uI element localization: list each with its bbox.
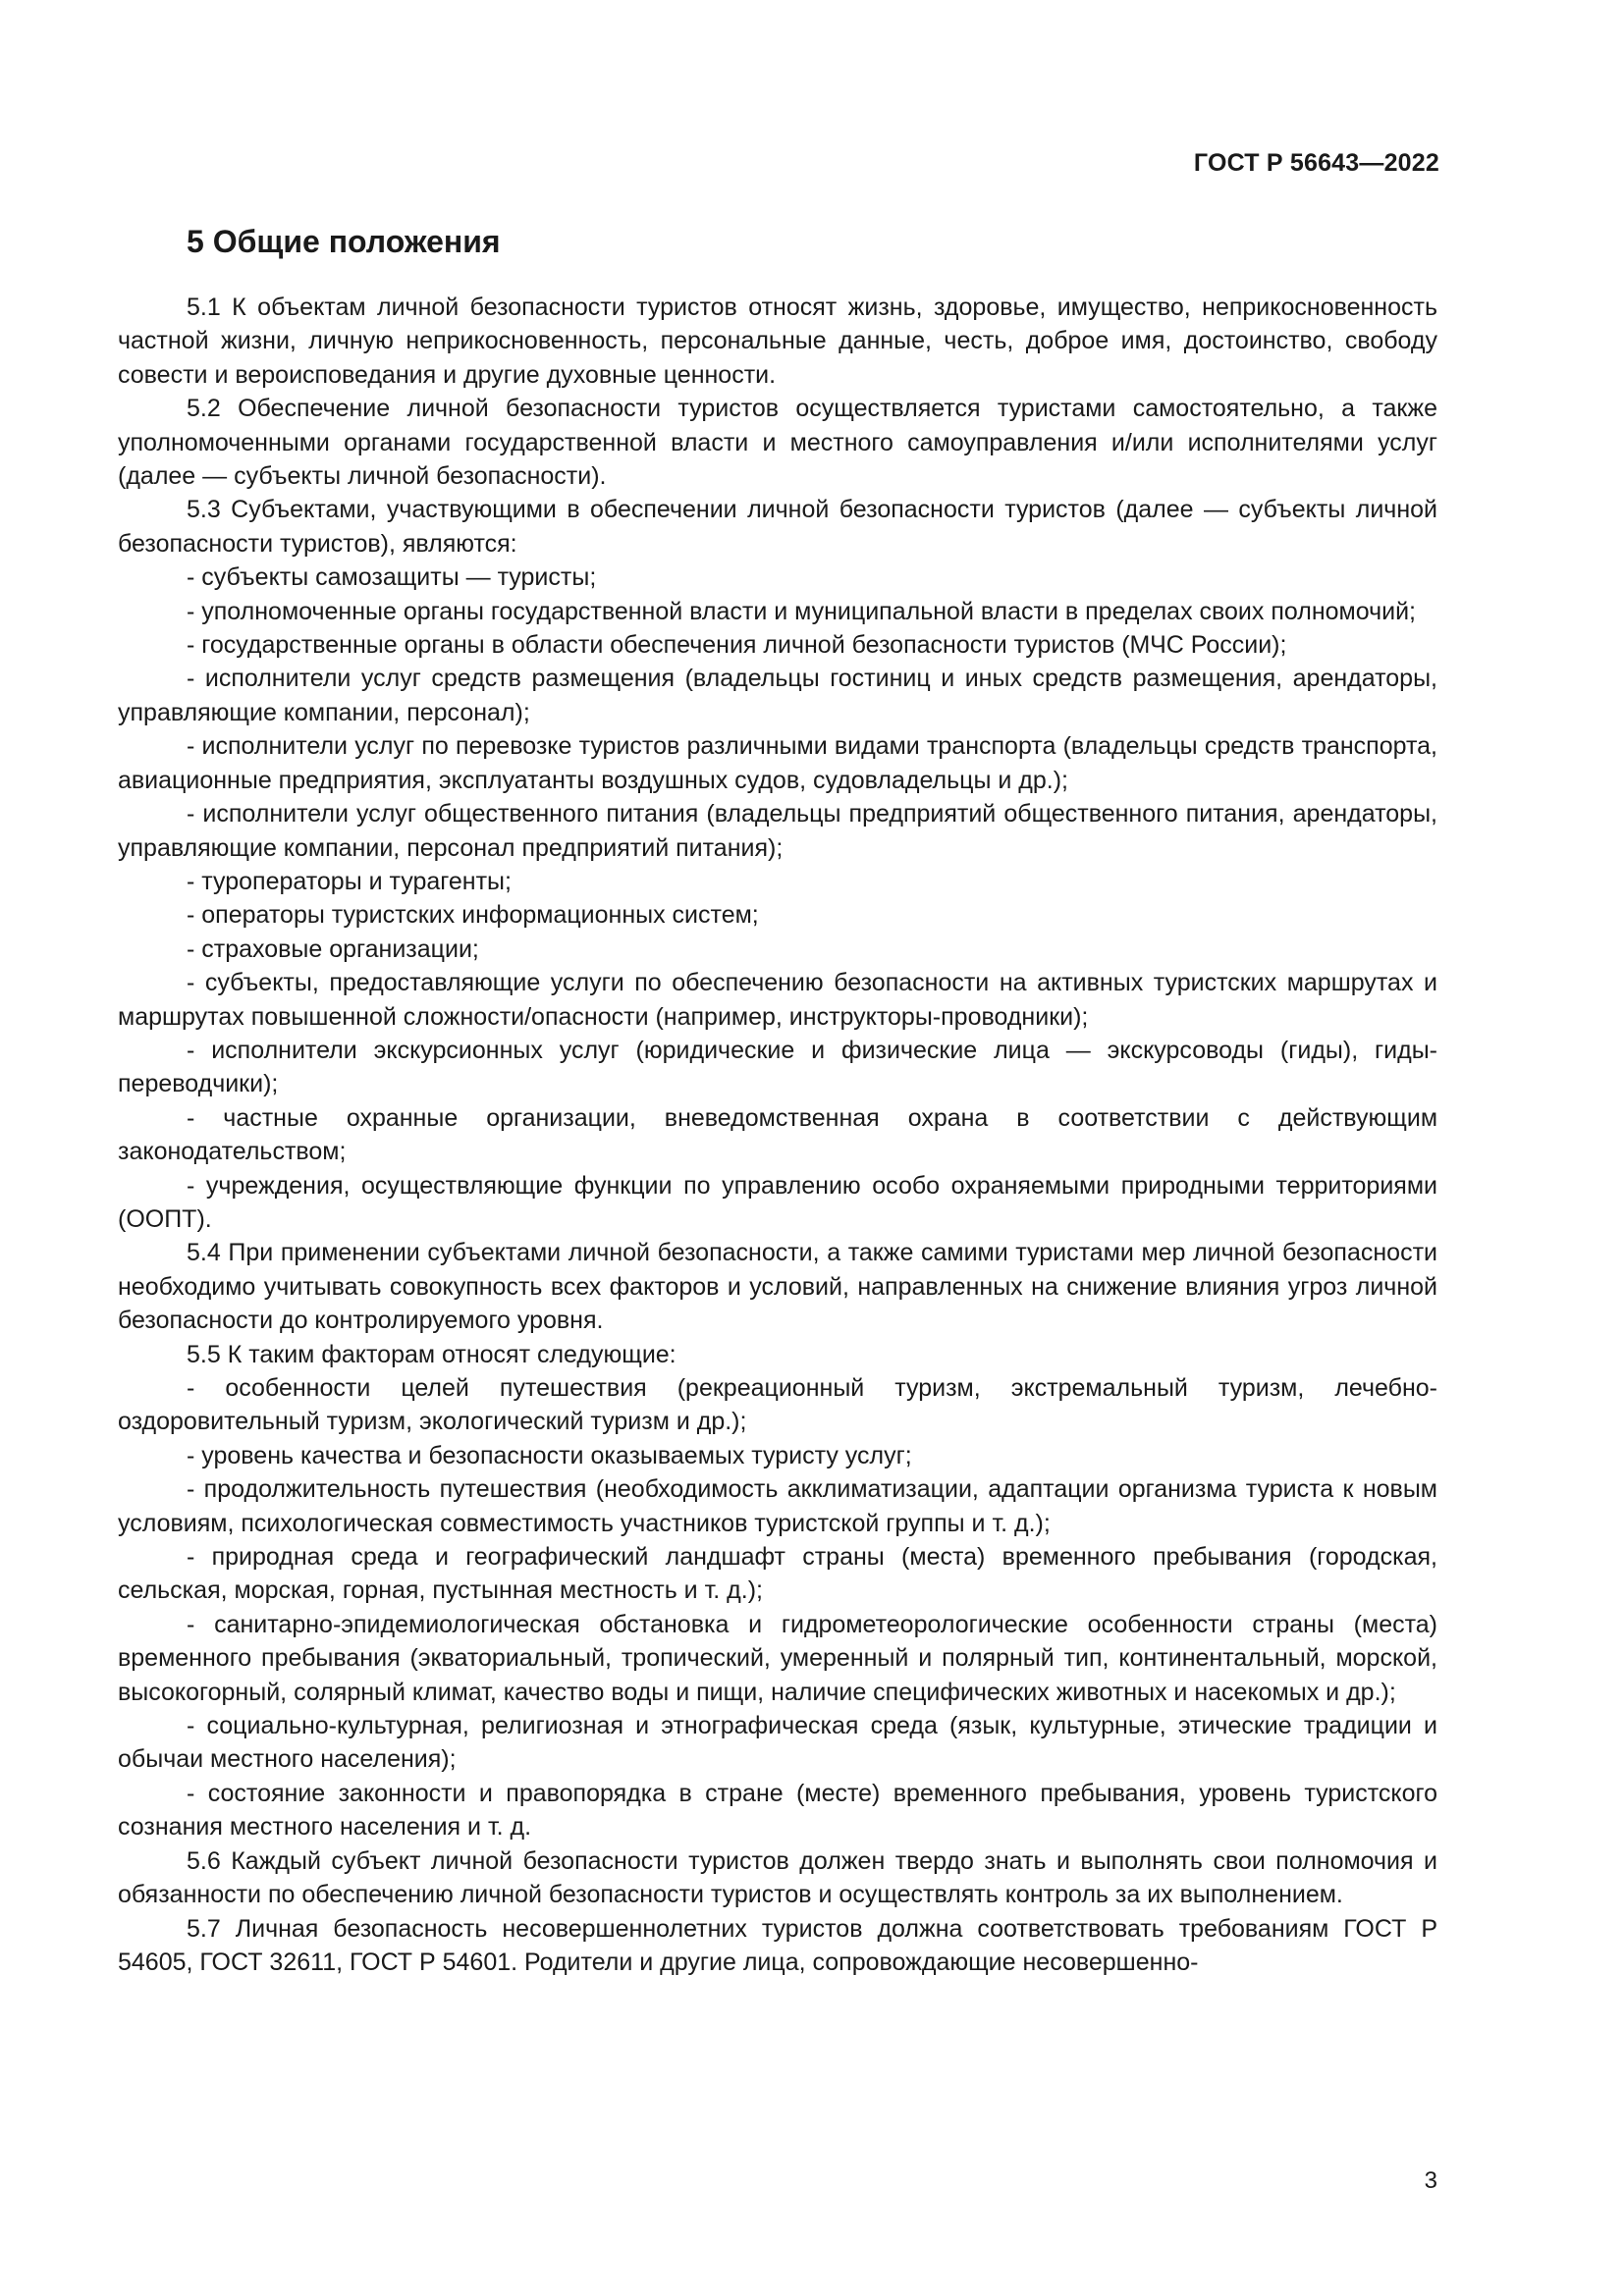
paragraph-5-7: 5.7 Личная безопасность несовершеннолетних туристов должна соответствовать требованиям ГОСТ Р 54605, ГОСТ 32611, ГОСТ Р 54601. Родители и другие лица, сопровождающие несовершенно- [118, 1914, 1437, 1976]
list-item: - исполнители услуг общественного питания (владельцы предприятий общественного питания, арендаторы, управляющие компании, персонал предприятий питания); [118, 800, 1437, 862]
page-number: 3 [1424, 2167, 1437, 2194]
list-item: - туроператоры и турагенты; [187, 867, 512, 895]
paragraph-5-4: 5.4 При применении субъектами личной безопасности, а также самими туристами мер личной безопасности необходимо учитывать совокупность всех факторов и условий, направленных на снижение влияния угроз личной безопасности до контролируемого уровня. [118, 1239, 1437, 1335]
list-item: - природная среда и географический ландшафт страны (места) временного пребывания (городская, сельская, морская, горная, пустынная местность и т. д.); [118, 1543, 1437, 1605]
list-item: - уполномоченные органы государственной власти и муниципальной власти в пределах своих полномочий; [187, 597, 1416, 625]
section-body [118, 291, 1437, 1979]
list-item: - особенности целей путешествия (рекреационный туризм, экстремальный туризм, лечебно-оздоровительный туризм, экологический туризм и др.); [118, 1374, 1437, 1436]
paragraph-5-3: 5.3 Субъектами, участвующими в обеспечении личной безопасности туристов (далее — субъекты личной безопасности туристов), являются: [118, 496, 1437, 558]
list-item: - учреждения, осуществляющие функции по управлению особо охраняемыми природными территориями (ООПТ). [118, 1171, 1437, 1233]
list-item: - исполнители услуг по перевозке туристов различными видами транспорта (владельцы средств транспорта, авиационные предприятия, эксплуатанты воздушных судов, судовладельцы и др.); [118, 732, 1437, 794]
paragraph-5-2: 5.2 Обеспечение личной безопасности туристов осуществляется туристами самостоятельно, а также уполномоченными органами государственной власти и местного самоуправления и/или исполнителями услуг (далее — субъекты личной безопасности). [118, 395, 1437, 491]
list-item: - государственные органы в области обеспечения личной безопасности туристов (МЧС России); [187, 631, 1287, 660]
section-title: 5 Общие положения [187, 224, 501, 259]
list-item: - уровень качества и безопасности оказываемых туристу услуг; [187, 1441, 912, 1469]
list-item: - продолжительность путешествия (необходимость акклиматизации, адаптации организма туриста к новым условиям, психологическая совместимость участников туристской группы и т. д.); [118, 1475, 1437, 1537]
paragraph-5-6: 5.6 Каждый субъект личной безопасности туристов должен твердо знать и выполнять свои полномочия и обязанности по обеспечению личной безопасности туристов и осуществлять контроль за их выполнением. [118, 1846, 1437, 1909]
list-item: - социально-культурная, религиозная и этнографическая среда (язык, культурные, этические традиции и обычаи местного населения); [118, 1712, 1437, 1774]
list-item: - состояние законности и правопорядка в стране (месте) временного пребывания, уровень туристского сознания местного населения и т. д. [118, 1779, 1437, 1842]
list-item: - субъекты самозащиты — туристы; [187, 563, 597, 592]
list-item: - частные охранные организации, вневедомственная охрана в соответствии с действующим законодательством; [118, 1103, 1437, 1166]
list-item: - исполнители услуг средств размещения (владельцы гостиниц и иных средств размещения, арендаторы, управляющие компании, персонал); [118, 665, 1437, 726]
list-item: - операторы туристских информационных систем; [187, 901, 759, 930]
list-item: - исполнители экскурсионных услуг (юридические и физические лица — экскурсоводы (гиды), гиды-переводчики); [118, 1036, 1437, 1098]
paragraph-5-1: 5.1 К объектам личной безопасности туристов относят жизнь, здоровье, имущество, неприкосновенность частной жизни, личную неприкосновенность, персональные данные, честь, доброе имя, достоинство, свободу совести и вероисповедания и другие духовные ценности. [118, 294, 1437, 389]
list-item: - санитарно-эпидемиологическая обстановка и гидрометеорологические особенности страны (места) временного пребывания (экваториальный, тропический, умеренный и полярный тип, континентальный, морской, высокогорный, солярный климат, качество воды и пищи, наличие специфических животных и насекомых и др.); [118, 1610, 1437, 1706]
list-item: - субъекты, предоставляющие услуги по обеспечению безопасности на активных туристских маршрутах и маршрутах повышенной сложности/опасности (например, инструкторы-проводники); [118, 969, 1437, 1031]
paragraph-5-5: 5.5 К таким факторам относят следующие: [187, 1340, 677, 1368]
document-code-header: ГОСТ Р 56643—2022 [1193, 149, 1439, 177]
list-item: - страховые организации; [187, 934, 479, 963]
